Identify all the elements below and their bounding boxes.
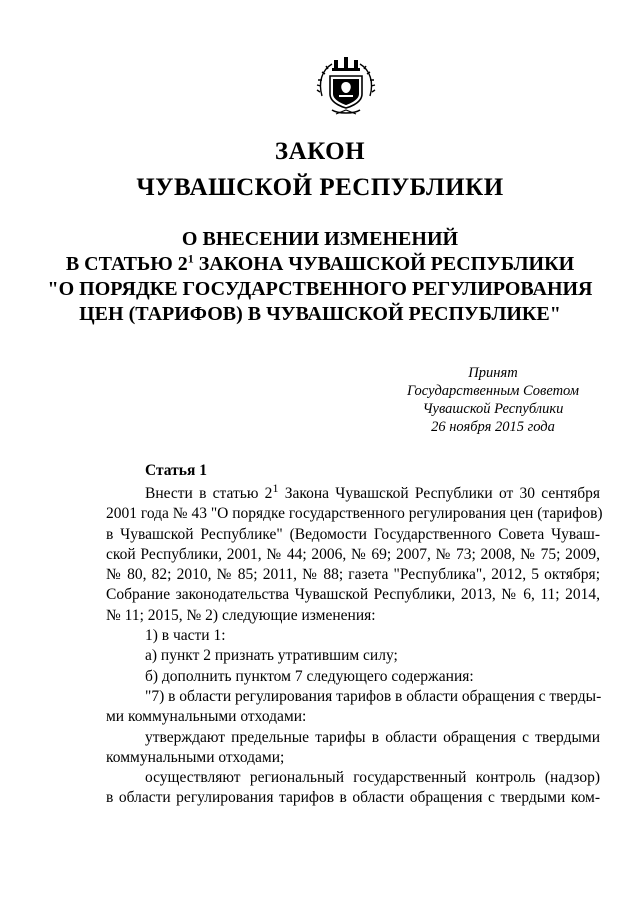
paragraph1-line3: в Чувашской Республике" (Ведомости Государственного Совета Чуваш- <box>106 525 600 543</box>
article-heading: Статья 1 <box>145 462 207 479</box>
paragraph9-line2: в области регулирования тарифов в области обращения с твердыми ком- <box>106 789 600 807</box>
chuvashia-emblem-icon <box>312 52 380 120</box>
adoption-note <box>380 364 606 436</box>
paragraph1-line4: ской Республики, 2001, № 44; 2006, № 69; 2007, № 73; 2008, № 75; 2009, <box>106 545 600 563</box>
adoption-date: 26 ноября 2015 года <box>431 419 555 435</box>
paragraph1-line6: Собрание законодательства Чувашской Республики, 2013, № 6, 11; 2014, <box>106 586 600 604</box>
adoption-line2: Государственным Советом <box>406 383 580 399</box>
subtitle-line4: ЦЕН (ТАРИФОВ) В ЧУВАШСКОЙ РЕСПУБЛИКЕ" <box>79 303 561 325</box>
subtitle-line3: "О ПОРЯДКЕ ГОСУДАРСТВЕННОГО РЕГУЛИРОВАНИЯ <box>47 278 593 300</box>
paragraph7-line1: "7) в области регулирования тарифов в области обращения с тверды- <box>145 687 602 705</box>
paragraph7-line2: ми коммунальными отходами: <box>106 708 307 726</box>
article-body <box>106 480 603 809</box>
document-title-line2: ЧУВАШСКОЙ РЕСПУБЛИКИ <box>136 174 504 201</box>
adoption-line1: Принят <box>468 365 518 381</box>
paragraph8-line2: коммунальными отходами; <box>106 748 285 766</box>
document-title-line1: ЗАКОН <box>274 138 366 165</box>
item-1: 1) в части 1: <box>145 627 226 645</box>
item-b: б) дополнить пунктом 7 следующего содержания: <box>145 667 474 685</box>
paragraph8-line1: утверждают предельные тарифы в области обращения с твердыми <box>145 728 600 746</box>
paragraph1-line5: № 80, 82; 2010, № 85; 2011, № 88; газета "Республика", 2012, 5 октября; <box>106 566 600 584</box>
paragraph1-line7: № 11; 2015, № 2) следующие изменения: <box>106 606 376 624</box>
subtitle-line1: О ВНЕСЕНИИ ИЗМЕНЕНИЙ <box>181 228 459 250</box>
paragraph9-line1: осуществляют региональный государственный контроль (надзор) <box>145 769 600 787</box>
paragraph1-line2: 2001 года № 43 "О порядке государственного регулирования цен (тарифов) <box>106 505 603 523</box>
item-a: а) пункт 2 признать утратившим силу; <box>145 647 398 665</box>
adoption-line3: Чувашской Республики <box>422 401 564 417</box>
paragraph1-line1: Внести в статью $2^1$ Закона Чувашской Республики от 30 сентября <box>145 480 600 502</box>
subtitle-line2: В СТАТЬЮ $2^1$ ЗАКОНА ЧУВАШСКОЙ РЕСПУБЛИКИ <box>65 251 575 275</box>
